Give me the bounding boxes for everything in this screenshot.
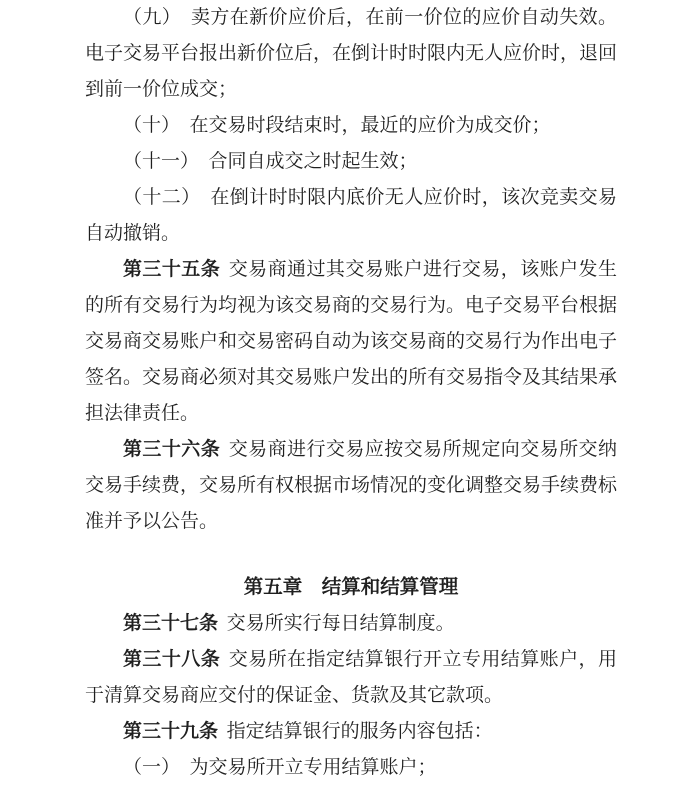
article-39-paragraph bbox=[85, 714, 617, 750]
clause-paragraph-1: （一） 为交易所开立专用结算账户； bbox=[123, 757, 437, 778]
clause-paragraph-9: （九） 卖方在新价应价后，在前一价位的应价自动失效。电子交易平台报出新价位后，在倒计时时限内无人应价时，退回到前一价位成交； bbox=[85, 7, 618, 100]
article-38-text: 交易所在指定结算银行开立专用结算账户，用于清算交易商应交付的保证金、货款及其它款项。 bbox=[85, 649, 617, 706]
chapter-5-heading: 第五章 结算和结算管理 bbox=[243, 577, 459, 598]
article-37-text: 交易所实行每日结算制度。 bbox=[226, 613, 455, 634]
article-36-number: 第三十六条 bbox=[123, 439, 221, 460]
article-35-text: 交易商通过其交易账户进行交易，该账户发生的所有交易行为均视为该交易商的交易行为。电子交易平台根据交易商交易账户和交易密码自动为该交易商的交易行为作出电子签名。交易商必须对其交易账户发出的所有交易指令及其结果承担法律责任。 bbox=[85, 259, 618, 424]
article-37-paragraph bbox=[85, 606, 617, 642]
article-36-text: 交易商进行交易应按交易所规定向交易所交纳交易手续费，交易所有权根据市场情况的变化调整交易手续费标准并予以公告。 bbox=[85, 439, 618, 532]
clause-paragraph-12: （十二） 在倒计时时限内底价无人应价时，该次竞卖交易自动撤销。 bbox=[85, 187, 617, 244]
article-38-paragraph bbox=[85, 642, 617, 714]
article-37-number: 第三十七条 bbox=[123, 613, 219, 634]
article-35-number: 第三十五条 bbox=[123, 259, 221, 280]
article-39-number: 第三十九条 bbox=[123, 721, 219, 742]
clause-paragraph-11: （十一） 合同自成交之时起生效； bbox=[123, 151, 418, 172]
article-35-paragraph bbox=[85, 252, 617, 432]
article-38-number: 第三十八条 bbox=[123, 649, 221, 670]
article-36-paragraph bbox=[85, 432, 617, 540]
article-39-text: 指定结算银行的服务内容包括： bbox=[226, 721, 493, 742]
clause-paragraph-10: （十） 在交易时段结束时，最近的应价为成交价； bbox=[123, 115, 551, 136]
